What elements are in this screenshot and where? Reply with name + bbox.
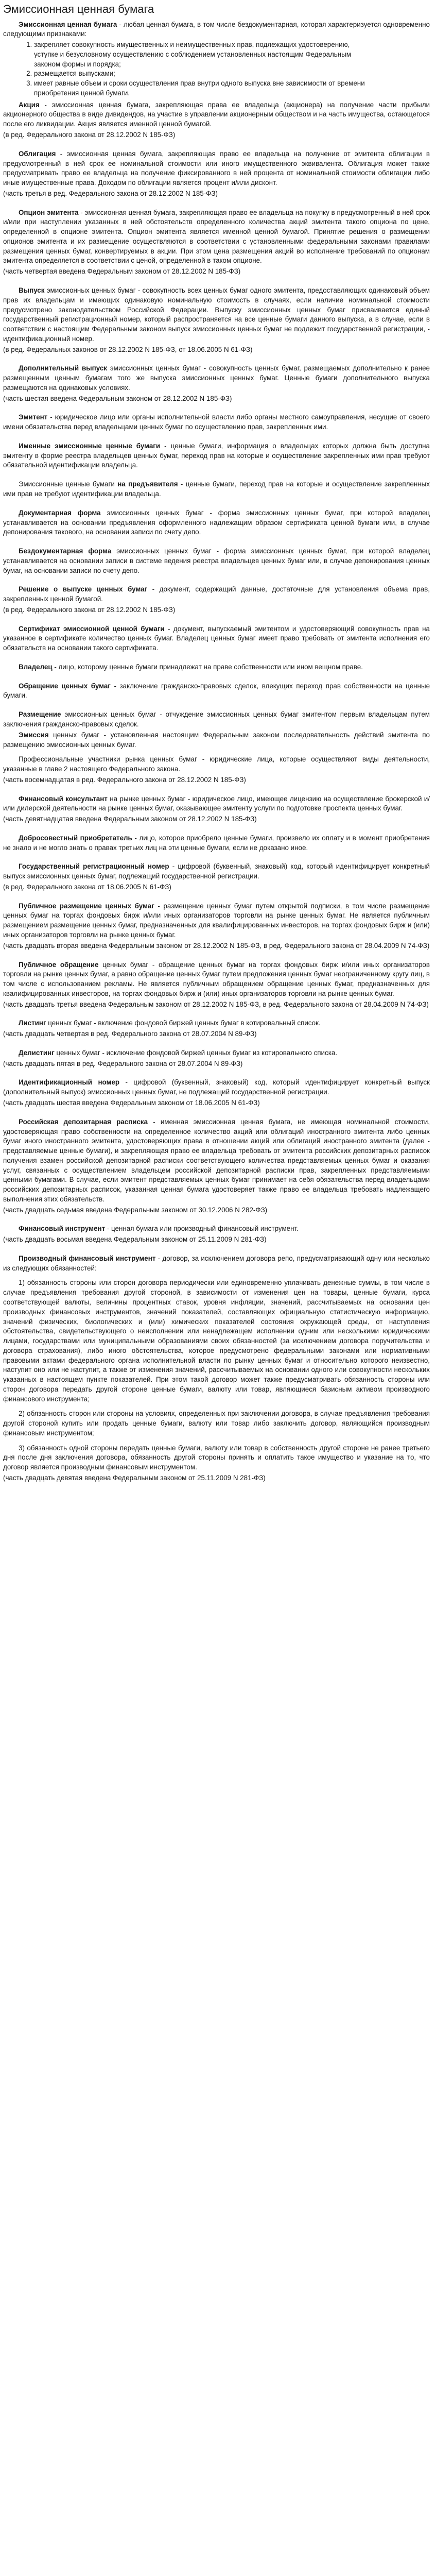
page-title: Эмиссионная ценная бумага: [3, 3, 154, 15]
spacer: [3, 538, 430, 547]
amendment-note: (часть двадцать восьмая введена Федеральным законом от 25.11.2009 N 281-ФЗ): [3, 1235, 267, 1244]
spacer: [3, 616, 430, 624]
defined-term: Именные эмиссионные ценные бумаги: [19, 442, 161, 450]
spacer: [3, 500, 430, 509]
criteria-list: [3, 40, 430, 98]
definition-paragraph: [3, 1224, 430, 1234]
defined-term: Эмиссионная ценная бумага: [19, 20, 117, 28]
definition-text: - размещение ценных бумаг путем открытой подписки, в том числе размещение ценных бумаг на торгах фондовых бирж и/или иных организаторов торговли на рынке ценных бумаг. Не является публичным размещением размещение ценных бумаг, предназначенных для квалифицированных инвесторов, на торгах фондовых бирж и (или) иных организаторов торговли на рынке ценных бумаг.: [3, 902, 430, 939]
spacer: [3, 786, 430, 794]
definition-paragraph: [3, 1019, 430, 1028]
definition-text: - документ, выпускаемый эмитентом и удостоверяющий совокупность прав на указанное в сертификате количество ценных бумаг. Владелец ценных бумаг имеет право требовать от эмитента исполнения его обязательств на основании такого сертификата.: [3, 624, 430, 652]
list-item: 1. закрепляет совокупность имущественных и неимущественных прав, подлежащих удостоверению, уступке и безусловному осуществлению с соблюдением установленных настоящим Федеральным законом формы и порядка;: [34, 40, 430, 69]
defined-term: Финансовый инструмент: [19, 1225, 106, 1233]
defined-term: Финансовый консультант: [19, 794, 108, 803]
spacer: [3, 1010, 430, 1019]
definition-paragraph: [3, 862, 430, 882]
list-item: 3. имеет равные объем и сроки осуществления прав внутри одного выпуска вне зависимости от времени приобретения ценной бумаги.: [34, 79, 430, 98]
amendment-note: (часть девятнадцатая введена Федеральным законом от 28.12.2002 N 185-ФЗ): [3, 815, 257, 823]
definition-paragraph: [3, 834, 430, 853]
amendment-note: (часть двадцать пятая в ред. Федерального закона от 28.07.2004 N 89-ФЗ): [3, 1059, 243, 1067]
definition-paragraph: [3, 1117, 430, 1205]
spacer: [3, 200, 430, 208]
definition-text: Профессиональные участники рынка ценных бумаг - юридические лица, которые осуществляют виды деятельности, указанные в главе 2 настоящего Федерального закона.: [3, 755, 430, 773]
spacer: [3, 673, 430, 682]
definition-text: - заключение гражданско-правовых сделок, влекущих переход прав собственности на ценные бумаги.: [3, 682, 430, 700]
amendment-note: (часть восемнадцатая в ред. Федерального закона от 28.12.2002 N 185-ФЗ): [3, 775, 246, 784]
spacer: [3, 854, 430, 862]
definition-text: - цифровой (буквенный, знаковый) код, который идентифицирует конкретный выпуск эмиссионных ценных бумаг, подлежащий государственной регистрации.: [3, 862, 430, 880]
definition-text: - лицо, которому ценные бумаги принадлежат на праве собственности или ином вещном праве.: [52, 663, 363, 671]
definition-paragraph: [3, 100, 430, 129]
definition-text: - любая ценная бумага, в том числе бездокументарная, которая характеризуется одновременно следующими признаками:: [3, 20, 430, 38]
amendment-note: (в ред. Федерального закона от 18.06.2005 N 61-ФЗ): [3, 883, 171, 891]
amendment-note: (часть двадцать вторая введена Федеральным законом от 28.12.2002 N 185-ФЗ, в ред. Федерального закона от 28.04.2009 N 74-ФЗ): [3, 941, 430, 950]
spacer: [3, 1246, 430, 1254]
spacer: [3, 471, 430, 480]
definition-paragraph: [3, 1254, 430, 1274]
definition-paragraph: [3, 624, 430, 653]
spacer: [3, 278, 430, 286]
definition-paragraph: [3, 960, 430, 999]
defined-term: Производный финансовый инструмент: [19, 1254, 156, 1262]
definition-paragraph: [3, 1048, 430, 1058]
defined-term: Эмитент: [19, 413, 48, 421]
definition-paragraph: [3, 208, 430, 266]
definition-text: - ценные бумаги, информация о владельцах которых должна быть доступна эмитенту в форме реестра владельцев ценных бумаг, переход прав на которые и осуществление закрепленных ими прав требуют обязательной идентификации владельца.: [3, 442, 430, 469]
definition-paragraph: [3, 1444, 430, 1472]
definition-paragraph: [3, 682, 430, 701]
definition-paragraph: [3, 442, 430, 470]
definition-paragraph: [3, 710, 430, 730]
amendment-note: (часть двадцать шестая введена Федеральным законом от 18.06.2005 N 61-ФЗ): [3, 1098, 260, 1107]
defined-term: Идентификационный номер: [19, 1078, 120, 1087]
defined-term: Облигация: [19, 149, 56, 158]
definition-paragraph: [3, 364, 430, 393]
definition-paragraph: [3, 286, 430, 344]
definition-text: - юридическое лицо или органы исполнительной власти либо органы местного самоуправления, несущие от своего имени обязательства перед владельцами ценных бумаг по осуществлению прав, закрепленных ими.: [3, 413, 430, 431]
defined-term: Опцион эмитента: [19, 208, 79, 216]
definition-paragraph: [3, 755, 430, 774]
spacer: [3, 952, 430, 960]
defined-term: Выпуск: [19, 286, 45, 294]
defined-term: Государственный регистрационный номер: [19, 862, 169, 871]
definition-paragraph: [3, 1409, 430, 1438]
amendment-note: (часть двадцать седьмая введена Федеральным законом от 30.12.2006 N 282-ФЗ): [3, 1206, 268, 1214]
definition-text: 2) обязанность сторон или стороны на условиях, определенных при заключении договора, в случае предъявления требования другой стороной купить или продать ценные бумаги, валюту или товар либо заключить договор, являющийся производным финансовым инструментом;: [3, 1410, 430, 1437]
definition-text: - лицо, которое приобрело ценные бумаги, произвело их оплату и в момент приобретения не знало и не могло знать о правах третьих лиц на эти ценные бумаги, если не доказано иное.: [3, 834, 430, 852]
defined-term: Владелец: [19, 663, 53, 671]
definition-paragraph: [3, 480, 430, 499]
definition-text: эмиссионных ценных бумаг - отчуждение эмиссионных ценных бумаг эмитентом первым владельцам путем заключения гражданско-правовых сделок.: [3, 710, 430, 728]
definition-text: - документ, содержащий данные, достаточные для установления объема прав, закрепленных ценной бумагой.: [3, 585, 430, 603]
defined-term: Документарная форма: [19, 509, 101, 517]
defined-term: Российская депозитарная расписка: [19, 1117, 148, 1126]
defined-term: Делистинг: [19, 1048, 55, 1057]
defined-term: Бездокументарная форма: [19, 547, 112, 555]
definition-paragraph: [3, 20, 430, 40]
definition-text: - эмиссионная ценная бумага, закрепляющая право ее владельца на получение от эмитента облигации в предусмотренный в ней срок ее номинальной стоимости или иного имущественного эквивалента. Облигация может также предусматривать право ее владельца на получение фиксированного в ней процента от номинальной стоимости облигации либо иные имущественные права. Доходом по облигации является процент и/или дисконт.: [3, 149, 430, 187]
definition-paragraph: [3, 663, 430, 672]
document-body: [3, 20, 430, 1483]
definition-paragraph: [3, 509, 430, 537]
definition-text: ценных бумаг - включение фондовой биржей ценных бумаг в котировальный список.: [46, 1019, 321, 1027]
amendment-note: (часть третья в ред. Федерального закона от 28.12.2002 N 185-ФЗ): [3, 189, 218, 197]
definition-paragraph: [3, 1278, 430, 1404]
amendment-note: (часть четвертая введена Федеральным законом от 28.12.2002 N 185-ФЗ): [3, 267, 241, 276]
spacer: [3, 702, 430, 710]
definition-text: Эмиссионные ценные бумаги: [19, 480, 118, 488]
definition-text: 1) обязанность стороны или сторон договора периодически или единовременно уплачивать денежные суммы, в том числе в случае предъявления требования другой стороной, в зависимости от изменения цен на товары, ценные бумаги, курса соответствующей валюты, величины процентных ставок, уровня инфляции, значений, рассчитываемых на основании цен производных финансовых инструментов, значений показателей, составляющих официальную статистическую информацию, значений физических, биологических и (или) химических показателей состояния окружающей среды, от наступления обстоятельства, свидетельствующего о неисполнении или ненадлежащем исполнении одним или несколькими юридическими лицами, государствами или муниципальными образованиями своих обязанностей (за исключением договора поручительства и договора страхования), либо иного обстоятельства, которое предусмотрено федеральными законами или нормативными правовыми актами федерального органа исполнительной власти по рынку ценных бумаг и относительно которого неизвестно, наступит оно или не наступит, а также от изменения значений, рассчитываемых на основании одного или совокупности нескольких указанных в настоящем пункте показателей. При этом такой договор может также предусматривать обязанность стороны или сторон договора передать другой стороне ценные бумаги, валюту или товар, являющиеся базисным активом производного финансового инструмента;: [3, 1279, 430, 1403]
defined-term: Дополнительный выпуск: [19, 364, 107, 372]
spacer: [3, 141, 430, 149]
definition-paragraph: [3, 149, 430, 188]
amendment-note: (часть двадцать третья введена Федеральным законом от 28.12.2002 N 185-ФЗ, в ред. Федерального закона от 28.04.2009 N 74-ФЗ): [3, 1000, 429, 1008]
definition-paragraph: [3, 547, 430, 575]
definition-text: эмиссионных ценных бумаг - совокупность всех ценных бумаг одного эмитента, предоставляющих одинаковый объем прав их владельцам и имеющих одинаковую номинальную стоимость в случаях, если наличие номинальной стоимости предусмотрено законодательством Российской Федерации. Выпуску эмиссионных ценных бумаг присваивается единый государственный регистрационный номер, который распространяется на все ценные бумаги данного выпуска, а в случае, если в соответствии с настоящим Федеральным законом выпуск эмиссионных ценных бумаг не подлежит государственной регистрации, - идентификационный номер.: [3, 286, 430, 343]
spacer: [3, 1070, 430, 1078]
definition-text: - ценные бумаги, переход прав на которые и осуществление закрепленных ими прав не требуют идентификации владельца.: [3, 480, 430, 498]
amendment-note: (часть двадцать девятая введена Федеральным законом от 25.11.2009 N 281-ФЗ): [3, 1474, 266, 1482]
amendment-note: (в ред. Федерального закона от 28.12.2002 N 185-ФЗ): [3, 605, 176, 614]
definition-text: - именная эмиссионная ценная бумага, не имеющая номинальной стоимости, удостоверяющая право собственности на определенное количество акций или облигаций иностранного эмитента либо ценных бумаг иного иностранного эмитента, удостоверяющих права в отношении акций или облигаций иностранного эмитента (далее - представляемые ценные бумаги), и закрепляющая право ее владельца требовать от эмитента российских депозитарных расписок получения взамен российской депозитарной расписки соответствующего количества представляемых ценных бумаг и оказания услуг, связанных с осуществлением владельцем российской депозитарной расписки прав, закрепленных представляемыми ценными бумагами. В случае, если эмитент представляемых ценных бумаг принимает на себя обязательства перед владельцами российских депозитарных расписок, указанная ценная бумага удостоверяет также право ее владельца требовать надлежащего выполнения этих обязательств.: [3, 1117, 430, 1203]
spacer: [3, 1040, 430, 1048]
amendment-note: (в ред. Федерального закона от 28.12.2002 N 185-ФЗ): [3, 131, 176, 139]
definition-text: ценных бумаг - установленная настоящим Федеральным законом последовательность действий эмитента по размещению эмиссионных ценных бумаг.: [3, 731, 430, 749]
amendment-note: (часть шестая введена Федеральным законом от 28.12.2002 N 185-ФЗ): [3, 394, 232, 402]
defined-term: Публичное размещение ценных бумаг: [19, 902, 154, 910]
definition-text: - ценная бумага или производный финансовый инструмент.: [105, 1225, 299, 1233]
definition-text: ценных бумаг - обращение ценных бумаг на торгах фондовых бирж и/или иных организаторов торговли на рынке ценных бумаг, а равно обращение ценных бумаг путем предложения ценных бумаг неограниченному кругу лиц, в том числе с использованием рекламы. Не является публичным обращением обращение ценных бумаг, предназначенных для квалифицированных инвесторов, на торгах фондовых бирж и (или) иных организаторов торговли на рынке ценных бумаг.: [3, 960, 430, 997]
amendment-note: (часть двадцать четвертая в ред. Федерального закона от 28.07.2004 N 89-ФЗ): [3, 1030, 257, 1038]
amendment-note: (в ред. Федеральных законов от 28.12.2002 N 185-ФЗ, от 18.06.2005 N 61-ФЗ): [3, 345, 253, 353]
spacer: [3, 355, 430, 364]
definition-text: эмиссионных ценных бумаг - совокупность ценных бумаг, размещаемых дополнительно к ранее размещенным ценным бумагам того же выпуска эмиссионных ценных бумаг. Ценные бумаги дополнительного выпуска размещаются на одинаковых условиях.: [3, 364, 430, 392]
spacer: [3, 1274, 430, 1278]
definition-paragraph: [3, 902, 430, 940]
spacer: [3, 1405, 430, 1409]
defined-term: Добросовестный приобретатель: [19, 834, 132, 842]
spacer: [3, 1439, 430, 1444]
spacer: [3, 1216, 430, 1224]
spacer: [3, 577, 430, 585]
spacer: [3, 751, 430, 755]
defined-term: Публичное обращение: [19, 960, 99, 969]
spacer: [3, 825, 430, 834]
definition-text: на рынке ценных бумаг - юридическое лицо, имеющее лицензию на осуществление брокерской и/или дилерской деятельности на рынке ценных бумаг, оказывающее эмитенту услуги по подготовке проспекта ценных бумаг.: [3, 794, 430, 812]
spacer: [3, 404, 430, 413]
definition-text: - эмиссионная ценная бумага, закрепляющая права ее владельца (акционера) на получение части прибыли акционерного общества в виде дивидендов, на участие в управлении акционерным обществом и на часть имущества, остающегося после его ликвидации. Акция является именной ценной бумагой.: [3, 100, 430, 128]
definition-paragraph: [3, 1078, 430, 1097]
defined-term: на предъявителя: [117, 480, 178, 488]
definition-text: - договор, за исключением договора репо, предусматривающий одну или несколько из следующих обязанностей:: [3, 1254, 430, 1272]
spacer: [3, 893, 430, 902]
defined-term: Акция: [19, 100, 40, 109]
defined-term: Размещение: [19, 710, 61, 719]
defined-term: Сертификат эмиссионной ценной бумаги: [19, 624, 165, 633]
definition-text: 3) обязанность одной стороны передать ценные бумаги, валюту или товар в собственность другой стороне не ранее третьего дня после дня заключения договора, обязанность другой стороны принять и оплатить такое имущество и указание на то, что договор является производным финансовым инструментом.: [3, 1444, 430, 1471]
definition-text: ценных бумаг - исключение фондовой биржей ценных бумаг из котировального списка.: [54, 1048, 338, 1057]
definition-paragraph: [3, 794, 430, 814]
list-item: 2. размещается выпусками;: [34, 69, 430, 79]
spacer: [3, 654, 430, 663]
definition-text: эмиссионных ценных бумаг - форма эмиссионных ценных бумаг, при которой владелец устанавливается на основании предъявления оформленного надлежащим образом сертификата ценной бумаги или, в случае депонирования такового, на основании записи по счету депо.: [3, 509, 430, 536]
defined-term: Эмиссия: [19, 731, 49, 739]
defined-term: Листинг: [19, 1019, 46, 1027]
defined-term: Обращение ценных бумаг: [19, 682, 111, 690]
definition-text: - цифровой (буквенный, знаковый) код, который идентифицирует конкретный выпуск (дополнительный выпуск) эмиссионных ценных бумаг, не подлежащий государственной регистрации.: [3, 1078, 430, 1096]
spacer: [3, 433, 430, 442]
defined-term: Решение о выпуске ценных бумаг: [19, 585, 148, 594]
definition-text: - эмиссионная ценная бумага, закрепляющая право ее владельца на покупку в предусмотренный в ней срок и/или при наступлении указанных в ней обстоятельств определенного количества акций эмитента такого опциона по цене, определенной в опционе эмитента. Опцион эмитента является именной ценной бумагой. Принятие решения о размещении опционов эмитента и их размещение осуществляются в соответствии с установленными федеральными законами правилами размещения ценных бумаг, конвертируемых в акции. При этом цена размещения акций во исполнение требований по опционам эмитента определяется в соответствии с ценой, определенной в таком опционе.: [3, 208, 430, 265]
spacer: [3, 1109, 430, 1117]
definition-paragraph: [3, 731, 430, 750]
definition-paragraph: [3, 413, 430, 432]
definition-text: эмиссионных ценных бумаг - форма эмиссионных ценных бумаг, при которой владелец устанавливается на основании записи в системе ведения реестра владельцев ценных бумаг или, в случае депонирования ценных бумаг, на основании записи по счету депо.: [3, 547, 430, 574]
definition-paragraph: [3, 585, 430, 604]
